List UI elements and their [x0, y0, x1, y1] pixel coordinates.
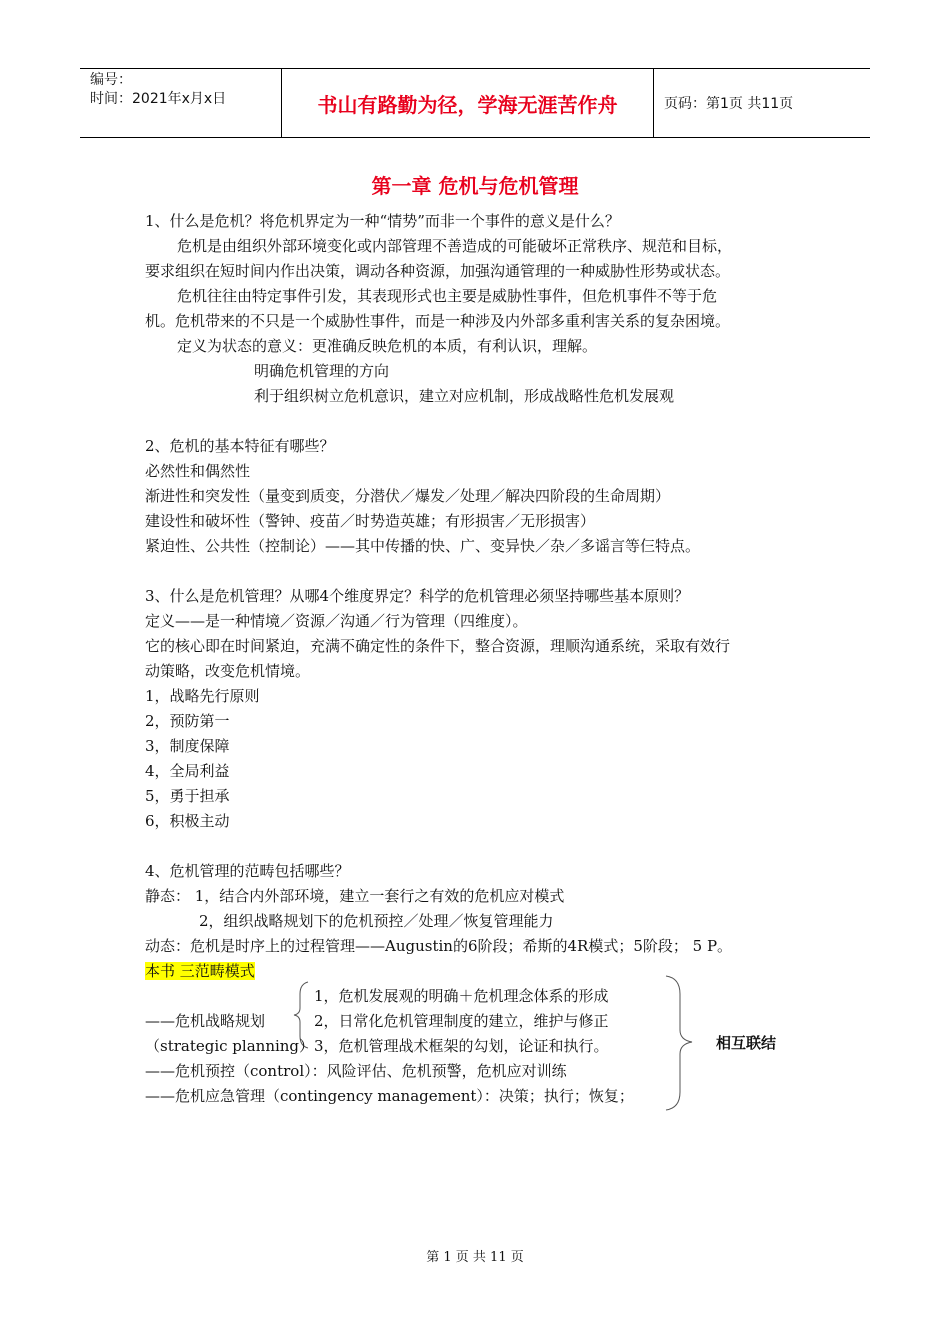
paragraph-line: 明确危机管理的方向 — [254, 362, 390, 380]
number-label: 编号： — [90, 72, 132, 88]
list-item: 6，积极主动 — [145, 812, 230, 830]
time-label: 时间：2021年x月x日 — [90, 91, 227, 107]
paragraph-line: 危机是由组织外部环境变化或内部管理不善造成的可能破坏正常秩序、规范和目标， — [177, 237, 733, 255]
paragraph-line: ——危机预控（control）：风险评估、危机预警，危机应对训练 — [145, 1062, 567, 1080]
question-1: 1、什么是危机？将危机界定为一种“情势”而非一个事件的意义是什么？ — [145, 212, 620, 230]
paragraph-line: ——危机战略规划 — [145, 1012, 266, 1030]
paragraph-line: 定义为状态的意义：更准确反映危机的本质，有利认识，理解。 — [177, 337, 598, 355]
paragraph-line: 2，组织战略规划下的危机预控／处理／恢复管理能力 — [199, 912, 554, 930]
question-3: 3、什么是危机管理？从哪4个维度界定？科学的危机管理必须坚持哪些基本原则？ — [145, 587, 690, 605]
list-item: 3，制度保障 — [145, 737, 230, 755]
list-item: 2，预防第一 — [145, 712, 230, 730]
header-page-info: 页码：第1页 共11页 — [664, 96, 794, 112]
paragraph-line: 3，危机管理战术框架的勾划，论证和执行。 — [314, 1037, 609, 1055]
page-footer: 第 1 页 共 11 页 — [426, 1250, 524, 1265]
list-item: 渐进性和突发性（量变到质变，分潜伏／爆发／处理／解决四阶段的生命周期） — [145, 487, 671, 505]
paragraph-line: 动策略，改变危机情境。 — [145, 662, 311, 680]
highlighted-text: 本书 三范畴模式 — [145, 962, 255, 980]
paragraph-line: 定义——是一种情境／资源／沟通／行为管理（四维度）。 — [145, 612, 528, 630]
paragraph-line: （strategic planning） — [145, 1037, 315, 1055]
question-4: 4、危机管理的范畴包括哪些？ — [145, 862, 350, 880]
paragraph-line: ——危机应急管理（contingency management）：决策；执行；恢复； — [145, 1087, 634, 1105]
header-motto: 书山有路勤为径，学海无涯苦作舟 — [282, 69, 654, 137]
chapter-title: 第一章 危机与危机管理 — [371, 174, 579, 198]
highlight-line — [145, 961, 255, 981]
paragraph-line: 动态：危机是时序上的过程管理——Augustin的6阶段；希斯的4R模式；5阶段； 5 P。 — [145, 937, 733, 955]
paragraph-line: 机。危机带来的不只是一个威胁性事件，而是一种涉及内外部多重利害关系的复杂困境。 — [145, 312, 731, 330]
list-item: 必然性和偶然性 — [145, 462, 251, 480]
list-item: 建设性和破坏性（警钟、疫苗／时势造英雄；有形损害／无形损害） — [145, 512, 596, 530]
interconnect-label: 相互联结 — [716, 1034, 777, 1052]
page-header — [80, 68, 870, 138]
list-item: 4，全局利益 — [145, 762, 230, 780]
header-meta — [80, 69, 282, 137]
paragraph-line: 要求组织在短时间内作出决策，调动各种资源，加强沟通管理的一种威胁性形势或状态。 — [145, 262, 731, 280]
paragraph-line: 2，日常化危机管理制度的建立，维护与修正 — [314, 1012, 609, 1030]
list-item: 5，勇于担承 — [145, 787, 230, 805]
question-2: 2、危机的基本特征有哪些？ — [145, 437, 335, 455]
list-item: 1，战略先行原则 — [145, 687, 260, 705]
right-brace-icon — [664, 974, 696, 1114]
paragraph-line: 它的核心即在时间紧迫，充满不确定性的条件下，整合资源，理顺沟通系统，采取有效行 — [145, 637, 731, 655]
paragraph-line: 利于组织树立危机意识，建立对应机制，形成战略性危机发展观 — [254, 387, 675, 405]
list-item: 紧迫性、公共性（控制论）——其中传播的快、广、变异快／杂／多谣言等仨特点。 — [145, 537, 701, 555]
paragraph-line: 静态： 1，结合内外部环境，建立一套行之有效的危机应对模式 — [145, 887, 565, 905]
paragraph-line: 危机往往由特定事件引发，其表现形式也主要是威胁性事件，但危机事件不等于危 — [177, 287, 718, 305]
paragraph-line: 1，危机发展观的明确＋危机理念体系的形成 — [314, 987, 609, 1005]
